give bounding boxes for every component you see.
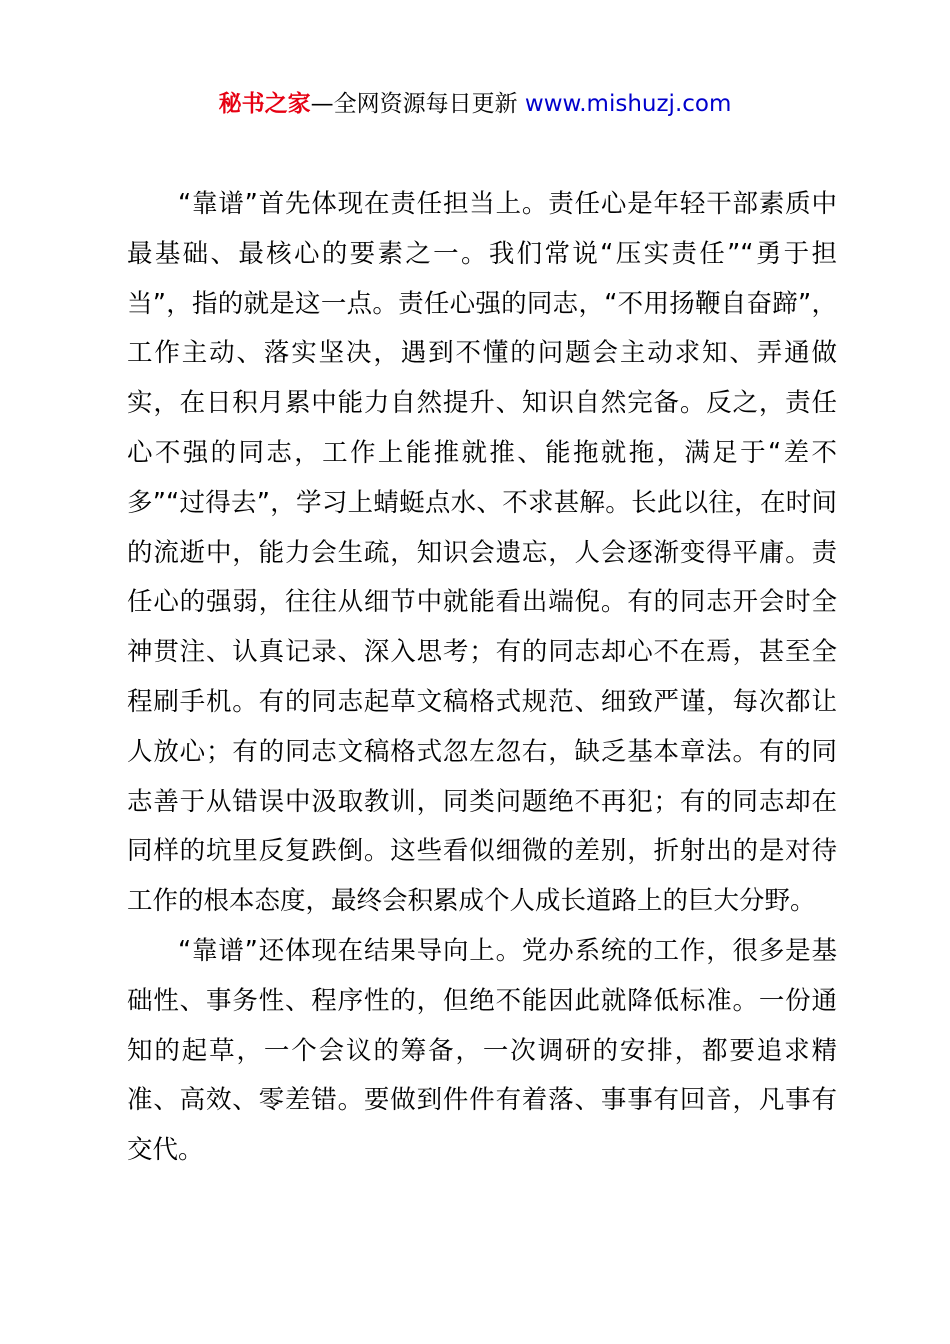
brand-name: 秘书之家	[218, 91, 311, 117]
page-header	[0, 86, 950, 122]
paragraph-results: “靠谱”还体现在结果导向上。党办系统的工作，很多是基础性、事务性、程序性的，但绝不能因此就降低标准。一份通知的起草，一个会议的筹备，一次调研的安排，都要追求精准、高效、零差错。要做到件件有着落、事事有回音，凡事有交代。	[127, 935, 837, 1166]
site-url-link[interactable]: www.mishuzj.com	[524, 91, 732, 117]
document-body	[127, 180, 837, 1176]
header-tagline: —全网资源每日更新	[310, 91, 525, 117]
paragraph-responsibility: “靠谱”首先体现在责任担当上。责任心是年轻干部素质中最基础、最核心的要素之一。我们常说“压实责任”“勇于担当”，指的就是这一点。责任心强的同志，“不用扬鞭自奋蹄”，工作主动、落实坚决，遇到不懂的问题会主动求知、弄通做实，在日积月累中能力自然提升、知识自然完备。反之，责任心不强的同志，工作上能推就推、能拖就拖，满足于“差不多”“过得去”，学习上蜻蜓点水、不求甚解。长此以往，在时间的流逝中，能力会生疏，知识会遗忘，人会逐渐变得平庸。责任心的强弱，往往从细节中就能看出端倪。有的同志开会时全神贯注、认真记录、深入思考；有的同志却心不在焉，甚至全程刷手机。有的同志起草文稿格式规范、细致严谨，每次都让人放心；有的同志文稿格式忽左忽右，缺乏基本章法。有的同志善于从错误中汲取教训，同类问题绝不再犯；有的同志却在同样的坑里反复跌倒。这些看似细微的差别，折射出的是对待工作的根本态度，最终会积累成个人成长道路上的巨大分野。	[127, 189, 837, 917]
